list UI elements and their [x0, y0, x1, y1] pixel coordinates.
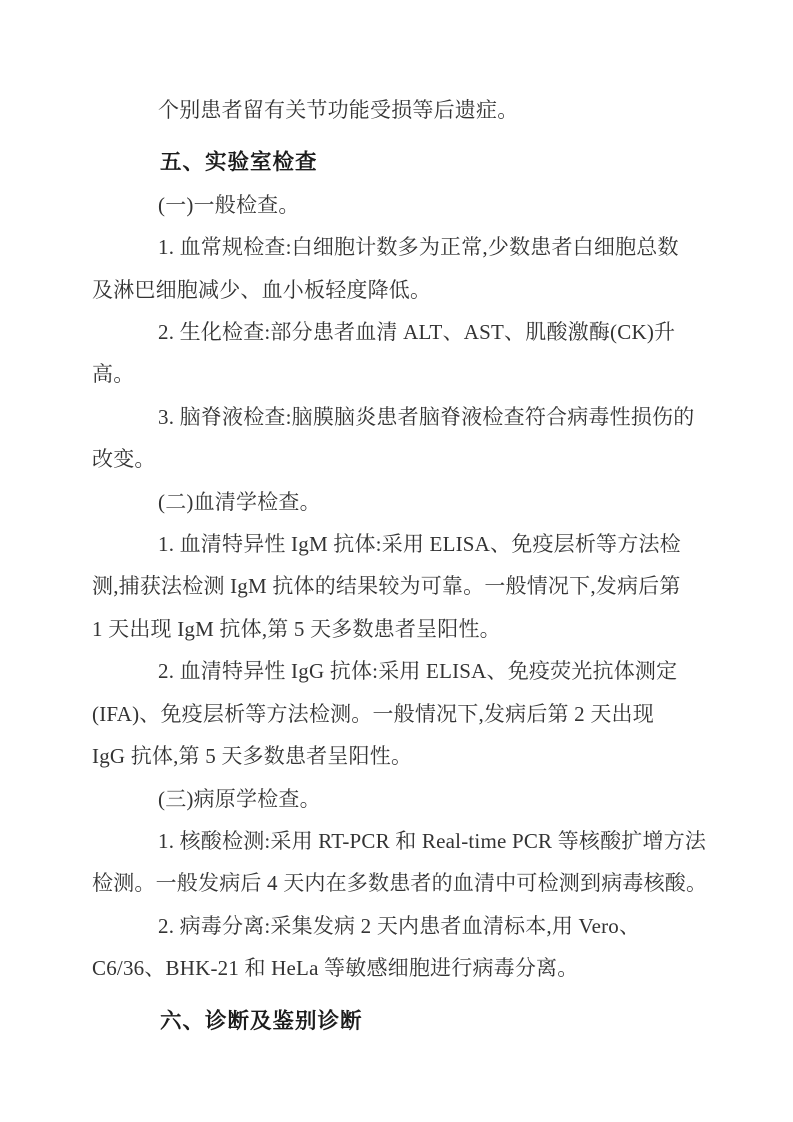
- subsection-heading-3: (三)病原学检查。: [158, 786, 321, 811]
- continuation-line: (IFA)、免疫层析等方法检测。一般情况下,发病后第 2 天出现: [92, 701, 654, 726]
- continuation-line: 测,捕获法检测 IgM 抗体的结果较为可靠。一般情况下,发病后第: [92, 574, 681, 599]
- continuation-line: 检测。一般发病后 4 天内在多数患者的血清中可检测到病毒核酸。: [92, 871, 708, 896]
- list-item-line: 2. 生化检查:部分患者血清 ALT、AST、肌酸激酶(CK)升: [158, 320, 676, 345]
- subsection-heading-1: (一)一般检查。: [158, 192, 300, 217]
- continuation-line: IgG 抗体,第 5 天多数患者呈阳性。: [92, 744, 413, 769]
- list-item-line: 2. 病毒分离:采集发病 2 天内患者血清标本,用 Vero、: [158, 913, 641, 938]
- list-item-line: 3. 脑脊液检查:脑膜脑炎患者脑脊液检查符合病毒性损伤的: [158, 404, 695, 429]
- section-heading-5: 五、实验室检查: [160, 150, 318, 175]
- paragraph-tail-line: 个别患者留有关节功能受损等后遗症。: [158, 98, 519, 122]
- list-item-line: 1. 血常规检查:白细胞计数多为正常,少数患者白细胞总数: [158, 235, 679, 260]
- continuation-line: 改变。: [92, 447, 156, 472]
- continuation-line: 1 天出现 IgM 抗体,第 5 天多数患者呈阳性。: [92, 616, 501, 641]
- continuation-line: 及淋巴细胞减少、血小板轻度降低。: [92, 277, 432, 302]
- section-heading-6: 六、诊断及鉴别诊断: [160, 1008, 363, 1033]
- continuation-line: 高。: [92, 362, 135, 387]
- list-item-line: 1. 核酸检测:采用 RT-PCR 和 Real-time PCR 等核酸扩增方法: [158, 828, 707, 853]
- subsection-heading-2: (二)血清学检查。: [158, 489, 321, 514]
- list-item-line: 1. 血清特异性 IgM 抗体:采用 ELISA、免疫层析等方法检: [158, 532, 681, 557]
- continuation-line: C6/36、BHK-21 和 HeLa 等敏感细胞进行病毒分离。: [92, 956, 579, 981]
- list-item-line: 2. 血清特异性 IgG 抗体:采用 ELISA、免疫荧光抗体测定: [158, 659, 678, 684]
